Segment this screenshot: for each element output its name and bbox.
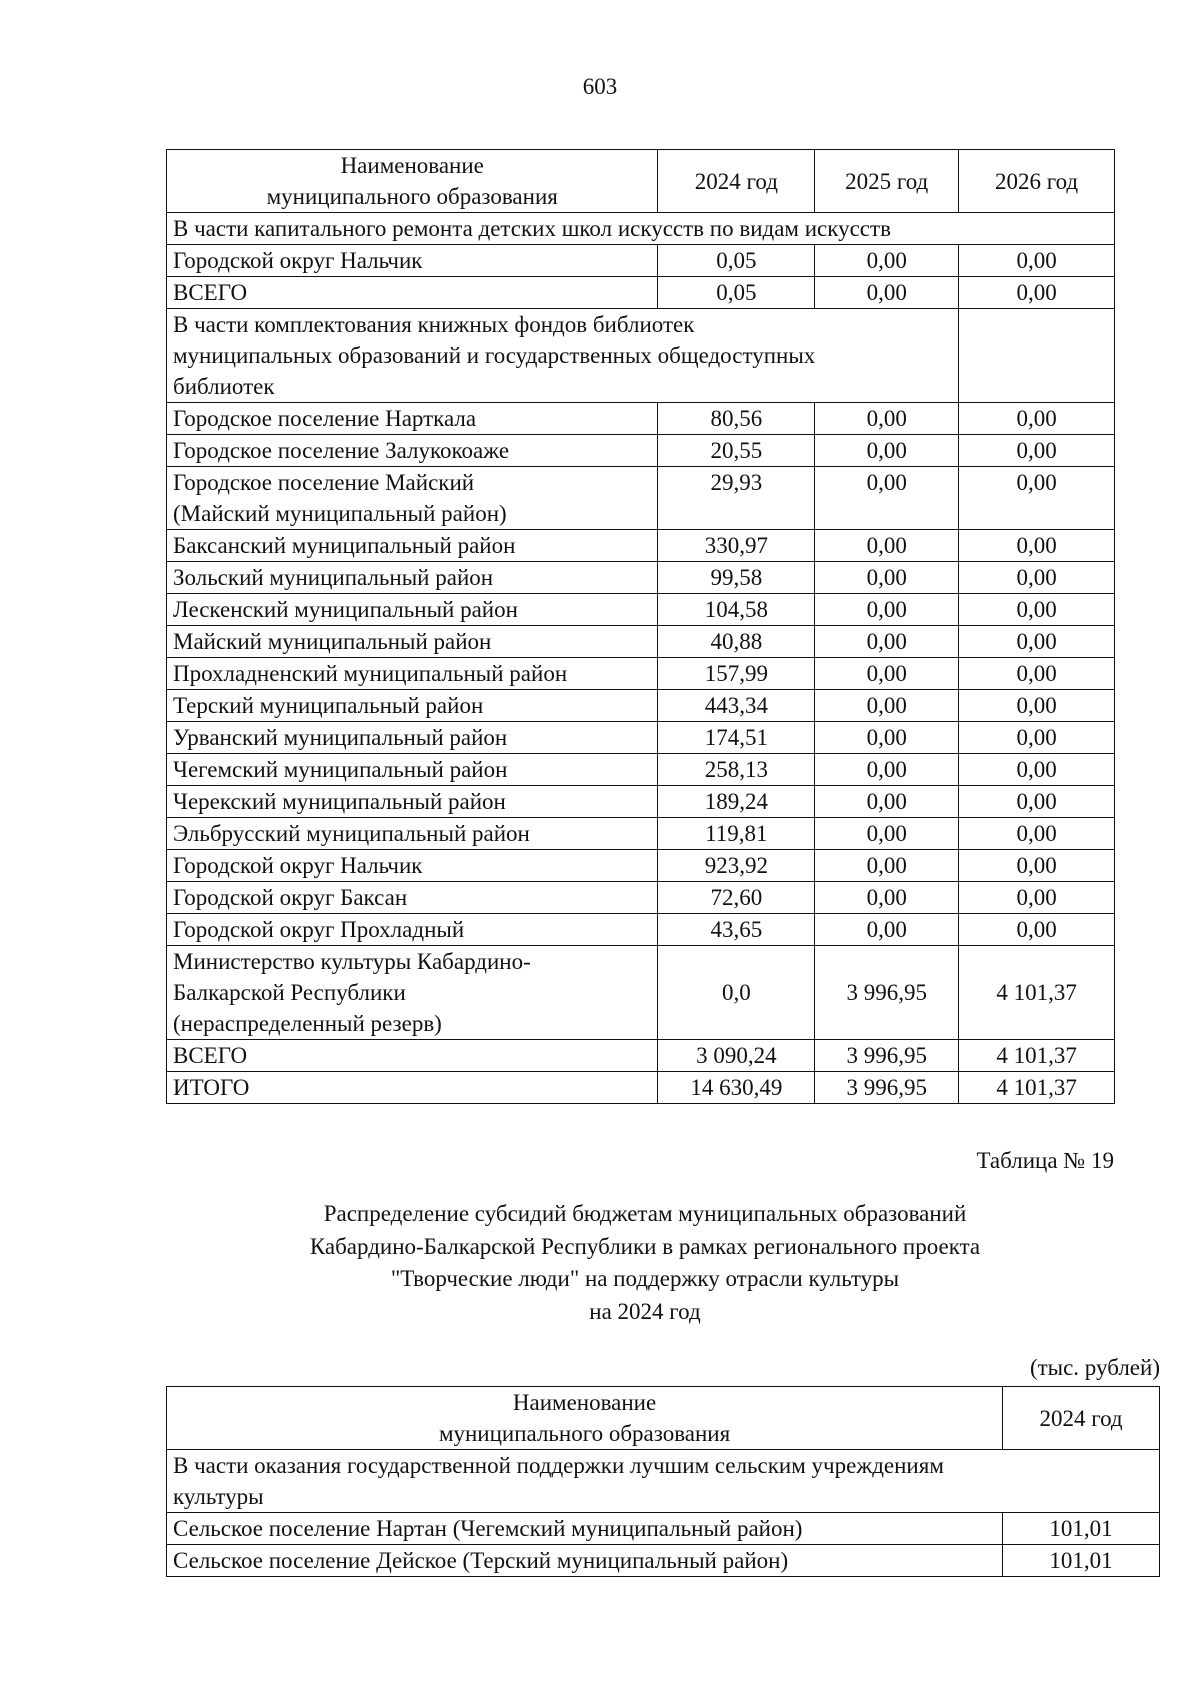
row-value: 40,88 — [658, 626, 815, 658]
text-line: ВСЕГО — [173, 1043, 248, 1068]
row-value: 0,00 — [815, 818, 959, 850]
row-value: 0,00 — [815, 467, 959, 530]
table-row — [167, 467, 1115, 530]
row-value: 99,58 — [658, 562, 815, 594]
row-name — [167, 277, 658, 309]
header-name — [167, 1387, 1003, 1450]
row-value: 0,00 — [959, 530, 1115, 562]
row-name — [167, 946, 658, 1040]
row-value: 0,00 — [815, 562, 959, 594]
row-value: 43,65 — [658, 914, 815, 946]
text-line: Городской округ Нальчик — [173, 853, 423, 878]
text-line: Черекский муниципальный район — [173, 789, 506, 814]
row-value: 0,05 — [658, 277, 815, 309]
row-value: 72,60 — [658, 882, 815, 914]
row-value: 0,00 — [959, 626, 1115, 658]
row-value: 0,05 — [658, 245, 815, 277]
table-row — [167, 850, 1115, 882]
text-line: Лескенский муниципальный район — [173, 597, 518, 622]
header-line: Наименование — [512, 1390, 657, 1415]
header-year: 2024 год — [1003, 1387, 1160, 1450]
row-value: 0,00 — [959, 594, 1115, 626]
table-row — [167, 562, 1115, 594]
header-year: 2026 год — [959, 150, 1115, 213]
row-value: 3 996,95 — [815, 1072, 959, 1104]
text-line: муниципальных образований и государственных общедоступных — [173, 343, 816, 368]
row-value: 0,00 — [815, 754, 959, 786]
text-line: В части капитального ремонта детских школ искусств по видам искусств — [173, 216, 891, 241]
row-value: 104,58 — [658, 594, 815, 626]
units-label: (тыс. рублей) — [1029, 1355, 1160, 1380]
section-line: культуры — [173, 1484, 264, 1509]
section-row — [167, 1450, 1160, 1513]
text-line: Чегемский муниципальный район — [173, 757, 508, 782]
row-value: 14 630,49 — [658, 1072, 815, 1104]
row-name — [167, 530, 658, 562]
row-value: 0,00 — [815, 722, 959, 754]
row-value: 0,00 — [959, 403, 1115, 435]
row-value: 4 101,37 — [959, 946, 1115, 1040]
row-name: Сельское поселение Дейское (Терский муниципальный район) — [167, 1545, 1003, 1577]
section-line: В части оказания государственной поддержки лучшим сельским учреждениям — [173, 1453, 944, 1478]
row-value: 443,34 — [658, 690, 815, 722]
section-title — [167, 213, 1115, 245]
header-line: муниципального образования — [438, 1421, 731, 1446]
text-line: Зольский муниципальный район — [173, 565, 494, 590]
row-name — [167, 786, 658, 818]
section-row — [167, 213, 1115, 245]
row-value: 0,00 — [815, 435, 959, 467]
title-line: Распределение субсидий бюджетам муниципальных образований — [323, 1201, 967, 1226]
row-name — [167, 1040, 658, 1072]
table-row — [167, 722, 1115, 754]
row-name — [167, 658, 658, 690]
row-value: 0,00 — [959, 467, 1115, 530]
row-value: 20,55 — [658, 435, 815, 467]
row-value: 0,00 — [959, 435, 1115, 467]
row-name — [167, 914, 658, 946]
text-line: библиотек — [173, 374, 275, 399]
row-value: 0,00 — [815, 277, 959, 309]
row-value: 119,81 — [658, 818, 815, 850]
row-name — [167, 467, 658, 530]
row-value: 923,92 — [658, 850, 815, 882]
row-value: 330,97 — [658, 530, 815, 562]
row-name — [167, 690, 658, 722]
row-value: 0,00 — [959, 277, 1115, 309]
row-value: 0,00 — [959, 562, 1115, 594]
table-row — [167, 914, 1115, 946]
text-line: Баксанский муниципальный район — [173, 533, 516, 558]
row-name — [167, 562, 658, 594]
row-value: 0,00 — [815, 594, 959, 626]
text-line: Майский муниципальный район — [173, 629, 492, 654]
table-row — [167, 946, 1115, 1040]
table-row — [167, 435, 1115, 467]
row-value: 4 101,37 — [959, 1040, 1115, 1072]
text-line: Терский муниципальный район — [173, 693, 484, 718]
header-row — [167, 1387, 1160, 1450]
row-value: 0,00 — [815, 850, 959, 882]
text-line: (нераспределенный резерв) — [173, 1011, 442, 1036]
text-line: Урванский муниципальный район — [173, 725, 508, 750]
table-row — [167, 690, 1115, 722]
allocation-table-continued — [166, 149, 1115, 1104]
table-row — [167, 626, 1115, 658]
text-line: ВСЕГО — [173, 280, 248, 305]
row-value: 3 090,24 — [658, 1040, 815, 1072]
table-title — [0, 1198, 1200, 1328]
header-row — [167, 150, 1115, 213]
row-name — [167, 403, 658, 435]
page-number: 603 — [582, 74, 618, 99]
row-value: 101,01 — [1003, 1513, 1160, 1545]
table-row — [167, 403, 1115, 435]
row-name — [167, 245, 658, 277]
empty-cell — [959, 309, 1115, 403]
row-value: 3 996,95 — [815, 1040, 959, 1072]
text-line: Балкарской Республики — [173, 980, 406, 1005]
row-name — [167, 882, 658, 914]
row-value: 0,00 — [959, 914, 1115, 946]
text-line: Министерство культуры Кабардино- — [173, 949, 531, 974]
text-line: ИТОГО — [173, 1075, 250, 1100]
text-line: Городской округ Баксан — [173, 885, 408, 910]
title-line: на 2024 год — [589, 1298, 701, 1324]
row-value: 0,00 — [959, 818, 1115, 850]
row-value: 0,00 — [815, 403, 959, 435]
title-line: Кабардино-Балкарской Республики в рамках регионального проекта — [309, 1233, 981, 1259]
row-value: 0,00 — [959, 658, 1115, 690]
row-name — [167, 435, 658, 467]
text-line: Городское поселение Залукокоаже — [173, 438, 510, 463]
text-line: Городское поселение Нарткала — [173, 406, 477, 431]
header-year: 2025 год — [815, 150, 959, 213]
table-row — [167, 1072, 1115, 1104]
row-value: 189,24 — [658, 786, 815, 818]
row-name — [167, 850, 658, 882]
table-number: Таблица № 19 — [976, 1148, 1114, 1173]
text-line: Городской округ Нальчик — [173, 248, 423, 273]
table-row — [167, 1513, 1160, 1545]
table-row — [167, 658, 1115, 690]
row-value: 3 996,95 — [815, 946, 959, 1040]
row-name — [167, 594, 658, 626]
text-line: Городское поселение Майский — [173, 470, 475, 495]
table-19 — [166, 1386, 1160, 1577]
row-value: 0,00 — [815, 882, 959, 914]
row-value: 101,01 — [1003, 1545, 1160, 1577]
row-value: 0,00 — [815, 786, 959, 818]
text-line: Прохладненский муниципальный район — [173, 661, 568, 686]
header-year: 2024 год — [658, 150, 815, 213]
section-title — [167, 1450, 1160, 1513]
row-value: 0,00 — [815, 914, 959, 946]
row-value: 0,00 — [815, 658, 959, 690]
row-value: 0,00 — [815, 530, 959, 562]
row-value: 29,93 — [658, 467, 815, 530]
table-row — [167, 245, 1115, 277]
title-line: "Творческие люди" на поддержку отрасли культуры — [390, 1266, 900, 1291]
row-value: 0,00 — [815, 245, 959, 277]
text-line: Наименование — [340, 153, 484, 178]
table-row — [167, 754, 1115, 786]
row-value: 0,00 — [959, 245, 1115, 277]
row-value: 0,00 — [959, 690, 1115, 722]
row-value: 174,51 — [658, 722, 815, 754]
row-name — [167, 818, 658, 850]
table-row — [167, 1545, 1160, 1577]
row-name — [167, 722, 658, 754]
text-line: Эльбрусский муниципальный район — [173, 821, 530, 846]
text-line: В части комплектования книжных фондов библиотек — [173, 312, 695, 337]
header-name — [167, 150, 658, 213]
row-value: 0,00 — [959, 786, 1115, 818]
table-row — [167, 786, 1115, 818]
row-value: 0,00 — [959, 754, 1115, 786]
row-value: 258,13 — [658, 754, 815, 786]
table-row — [167, 594, 1115, 626]
row-value: 0,00 — [959, 882, 1115, 914]
row-name — [167, 1072, 658, 1104]
table-row — [167, 530, 1115, 562]
table-row — [167, 882, 1115, 914]
row-value: 0,0 — [658, 946, 815, 1040]
section-title — [167, 309, 959, 403]
text-line: (Майский муниципальный район) — [173, 501, 507, 526]
table-row — [167, 818, 1115, 850]
row-value: 4 101,37 — [959, 1072, 1115, 1104]
table-row — [167, 277, 1115, 309]
row-value: 0,00 — [959, 850, 1115, 882]
row-name — [167, 754, 658, 786]
section-row — [167, 309, 1115, 403]
row-name: Сельское поселение Нартан (Чегемский муниципальный район) — [167, 1513, 1003, 1545]
row-value: 80,56 — [658, 403, 815, 435]
row-value: 0,00 — [959, 722, 1115, 754]
row-value: 0,00 — [815, 626, 959, 658]
row-value: 157,99 — [658, 658, 815, 690]
text-line: муниципального образования — [266, 184, 558, 209]
row-value: 0,00 — [815, 690, 959, 722]
table-row — [167, 1040, 1115, 1072]
text-line: Городской округ Прохладный — [173, 917, 465, 942]
row-name — [167, 626, 658, 658]
